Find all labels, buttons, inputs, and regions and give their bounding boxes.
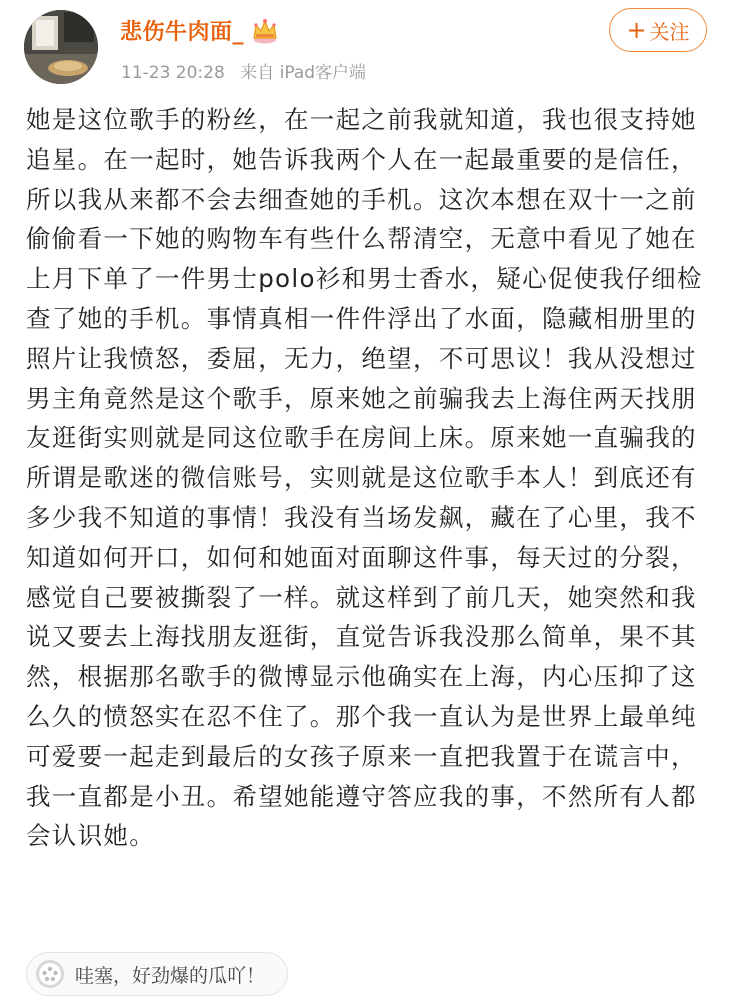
plus-icon: + [626,16,647,44]
reaction-pill[interactable] [26,952,288,996]
username-row [120,12,280,48]
avatar-photo [24,10,98,84]
post-meta [121,58,376,83]
follow-button[interactable] [609,8,707,52]
post-timestamp: 11-23 20:28 [121,63,225,83]
crown-icon[interactable] [250,16,280,44]
username[interactable]: 悲伤牛肉面_ [120,19,245,45]
post-text: 她是这位歌手的粉丝，在一起之前我就知道，我也很支持她追星。在一起时，她告诉我两个人在一起最重要的是信任，所以我从来都不会去细查她的手机。这次本想在双十一之前偷偷看一下她的购物车有些什么帮清空，无意中看见了她在上月下单了一件男士polo衫和男士香水，疑心促使我仔细检查了她的手机。事情真相一件件浮出了水面，隐藏相册里的照片让我愤怒，委屈，无力，绝望，不可思议！我从没想过男主角竟然是这个歌手，原来她之前骗我去上海住两天找朋友逛街实则就是同这位歌手在房间上床。原来她一直骗我的所谓是歌迷的微信账号，实则就是这位歌手本人！到底还有多少我不知道的事情！我没有当场发飙，藏在了心里，我不知道如何开口，如何和她面对面聊这件事，每天过的分裂，感觉自己要被撕裂了一样。就这样到了前几天，她突然和我说又要去上海找朋友逛街，直觉告诉我没那么简单，果不其然，根据那名歌手的微博显示他确实在上海，内心压抑了这么久的愤怒实在忍不住了。那个我一直认为是世界上最单纯可爱要一起走到最后的女孩子原来一直把我置于在谎言中，我一直都是小丑。希望她能遵守答应我的事，不然所有人都会认识她。 [26,105,703,851]
avatar[interactable] [24,10,98,84]
follow-label: 关注 [649,19,690,44]
reaction-text: 哇塞，好劲爆的瓜吖！ [75,964,266,987]
post-source: 来自 iPad客户端 [240,63,367,83]
melon-icon [35,959,65,989]
